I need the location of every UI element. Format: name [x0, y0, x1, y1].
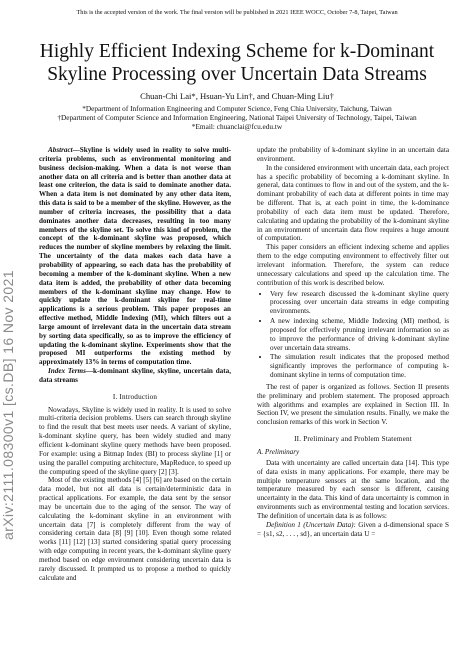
left-column	[39, 146, 231, 583]
definition-1	[257, 521, 449, 539]
intro-paragraph-1: Nowadays, Skyline is widely used in reality. It is used to solve multi-criteria decision problems. Users can search through skyline to find the result that best meets user needs. A variant of skyline, k-dominant skyline query, has been widely studied and many efficient k-dominant skyline query methods have been proposed. For example: using a Bitmap Index (BI) to process skyline [1] or using the parallel computing architecture, MapReduce, to speed up the computing speed of the skyline query [2] [3].	[39, 405, 231, 476]
subsection-heading-preliminary: A. Preliminary	[257, 448, 300, 456]
abstract-label: Abstract	[48, 146, 73, 154]
list-item: • A new indexing scheme, Middle Indexing (MI) method, is proposed for effectively pruning irrelevant information so as to improve the performance of driving k-dominant skyline over uncertain data streams.	[270, 317, 449, 352]
intro-paragraph-3: update the probability of k-dominant skyline in an uncertain data environment.	[257, 146, 449, 163]
title-line-2: Skyline Processing over Uncertain Data Streams	[47, 64, 427, 85]
list-item: • Very few research discussed the k-dominant skyline query processing over uncertain data streams in edge computing environments.	[270, 290, 449, 317]
index-terms-label: Index Terms	[48, 367, 86, 376]
affiliation-2: †Department of Computer Science and Information Engineering, National Taipei University of Technology, Taipei, Taiwan	[57, 113, 417, 122]
author-list: Chuan-Chi Lai*, Hsuan-Yu Lin†, and Chuan-Ming Liu†	[140, 91, 334, 101]
definition-label: Definition 1 (Uncertain Data):	[266, 520, 356, 529]
preliminary-paragraph: Data with uncertainty are called uncertain data [14]. This type of data exists in many applications. For example, there may be multiple temperature sensors at the same location, and the temperature measured by each sensor is different, causing uncertainty in the data. This kind of data uncertainty is common in environments such as environmental testing and location services. The definition of uncertain data is as follows:	[257, 458, 449, 520]
section-heading-introduction: I. Introduction	[112, 392, 158, 401]
publication-note: This is the accepted version of the work. The final version will be published in 2021 IEEE WOCC, October 7-8, Taipei, Taiwan	[76, 9, 398, 16]
intro-paragraph-5: This paper considers an efficient indexing scheme and applies them to the edge computing environment to effectively filter out irrelevant information. Therefore, the system can reduce unnecessary calculations and speed up the calculation time. The contribution of this work is described below.	[257, 243, 449, 287]
intro-paragraph-2: Most of the existing methods [4] [5] [6] are based on the certain data model, but not all data is certain/deterministic data in practical applications. For example, the data sent by the sensor may be uncertain due to the aging of the sensor. The way of calculating the k-dominant skyline in an environment with uncertain data [7] is completely different from the way of considering certain data [8] [9] [10]. Even though some related works [11] [12] [13] started considering spatial query processing with edge computing in recent years, the k-dominant skyline query method based on edge environment considering uncertain data is rarely discussed. It prompted us to propose a method to quickly calculate and	[39, 476, 231, 582]
contribution-list	[257, 290, 449, 380]
affiliation-1: *Department of Information Engineering and Computer Science, Feng Chia University, Taichung, Taiwan	[82, 104, 392, 113]
section-heading-preliminary: II. Preliminary and Problem Statement	[294, 435, 412, 444]
right-column	[257, 146, 449, 538]
definition-body: Given a d-dimensional space S = {s1, s2, . . . , sd}, an uncertain data U =	[257, 520, 449, 538]
index-terms-body: —k-dominant skyline, skyline, uncertain data, data streams	[39, 367, 231, 384]
intro-paragraph-4: In the considered environment with uncertain data, each project has a specific probability of becoming a k-dominant skyline. In general, data continues to flow in and out of the system, and the k-dominant probability of each data at different points in time may be different. That is, at each point in time, the k-dominance probability of each data item must be updated. Therefore, calculating and updating the probability of the k-dominant skyline in an environment of uncertain data flow requires a huge amount of computation.	[257, 163, 449, 243]
organization-paragraph: The rest of paper is organized as follows. Section II presents the preliminary and problem statement. The proposed approach with algorithms and examples are explained in Section III. In Section IV, we present the simulation results. Finally, we make the conclusion remarks of this work in Section V.	[257, 382, 449, 427]
abstract-body: —Skyline is widely used in reality to solve multi-criteria problems, such as environmental monitoring and business decision-making. When a data is not worse than another data on all criteria and is better than another data at least one criterion, the data is said to dominate another data. When a data item is not dominated by any other data item, this data is said to be a member of the skyline. However, as the number of criteria increases, the possibility that a data dominates another data decreases, resulting in too many members of the skyline set. To solve this kind of problem, the concept of the k-dominant skyline was proposed, which reduces the number of skyline members by relaxing the limit. The uncertainty of the data makes each data have a probability of appearing, so each data has the probability of becoming a member of the k-dominant skyline. When a new data item is added, the probability of other data becoming members of the k-dominant skyline may change. How to quickly update the k-dominant skyline for real-time applications is a serious problem. This paper proposes an effective method, Middle Indexing (MI), which filters out a large amount of irrelevant data in the uncertain data stream by sorting data specifically, so as to improve the efficiency of updating the k-dominant skyline. Experiments show that the proposed MI outperforms the existing method by approximately 13% in terms of computation time.	[39, 146, 231, 367]
arxiv-stamp: arXiv:2111.08300v1 [cs.DB] 16 Nov 2021	[0, 270, 16, 540]
index-terms	[39, 367, 231, 385]
title-line-1: Highly Efficient Indexing Scheme for k-Dominant	[39, 41, 435, 62]
paper-title	[20, 40, 454, 86]
list-item: • The simulation result indicates that the proposed method significantly improves the performance of computing k-dominant skyline in terms of computation time.	[270, 353, 449, 380]
contact-email[interactable]: *Email: chuanclai@fcu.edu.tw	[191, 122, 283, 131]
abstract	[39, 146, 231, 367]
